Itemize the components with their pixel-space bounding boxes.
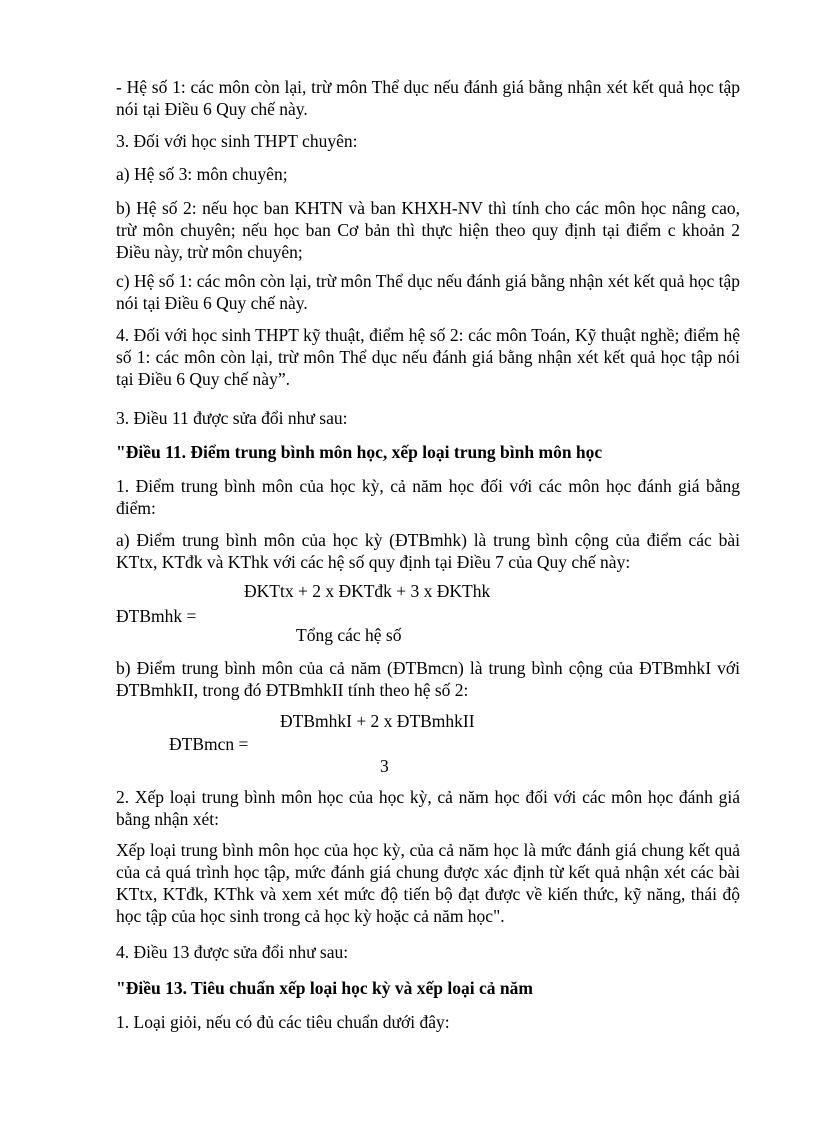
- heading-article-13: "Điều 13. Tiêu chuẩn xếp loại học kỳ và xếp loại cả năm: [116, 978, 533, 998]
- paragraph-classification-detail: Xếp loại trung bình môn học của học kỳ, của cả năm học là mức đánh giá chung kết quả của cả quá trình học tập, mức đánh giá chung được xác định từ kết quả nhận xét các bài KTtx, KTđk, KThk và xem xét mức độ tiến bộ đạt được về kiến thức, kỹ năng, thái độ học tập của học sinh trong cả học kỳ hoặc cả năm học".: [116, 840, 740, 926]
- paragraph-technical-students: 4. Đối với học sinh THPT kỹ thuật, điểm hệ số 2: các môn Toán, Kỹ thuật nghề; điểm hệ số 1: các môn còn lại, trừ môn Thể dục nếu đánh giá bằng nhận xét kết quả học tập nói tại Điều 6 Quy chế này”.: [116, 325, 740, 389]
- paragraph-semester-average: a) Điểm trung bình môn của học kỳ (ĐTBmhk) là trung bình cộng của điểm các bài KTtx, KTđk và KThk với các hệ số quy định tại Điều 7 của Quy chế này:: [116, 530, 740, 572]
- paragraph-coefficient-1-other: c) Hệ số 1: các môn còn lại, trừ môn Thể dục nếu đánh giá bằng nhận xét kết quả học tập nói tại Điều 6 Quy chế này.: [116, 271, 740, 313]
- paragraph-coefficient-2: b) Hệ số 2: nếu học ban KHTN và ban KHXH-NV thì tính cho các môn học nâng cao, trừ môn chuyên; nếu học ban Cơ bản thì thực hiện theo quy định tại điểm c khoản 2 Điều này, trừ môn chuyên;: [116, 198, 740, 262]
- paragraph-article-13-amendment: 4. Điều 13 được sửa đổi như sau:: [116, 942, 349, 962]
- paragraph-specialized-students: 3. Đối với học sinh THPT chuyên:: [116, 131, 358, 151]
- paragraph-classification-by-comment: 2. Xếp loại trung bình môn học của học kỳ, cả năm học đối với các môn học đánh giá bằng nhận xét:: [116, 787, 740, 829]
- paragraph-coefficient-3: a) Hệ số 3: môn chuyên;: [116, 164, 288, 184]
- paragraph-article-11-amendment: 3. Điều 11 được sửa đổi như sau:: [116, 408, 348, 428]
- paragraph-average-by-score: 1. Điểm trung bình môn của học kỳ, cả năm học đối với các môn học đánh giá bằng điểm:: [116, 476, 740, 518]
- formula-1-denominator: Tổng các hệ số: [296, 625, 402, 645]
- paragraph-excellent-criteria: 1. Loại giỏi, nếu có đủ các tiêu chuẩn dưới đây:: [116, 1012, 450, 1032]
- formula-2-denominator: 3: [380, 756, 389, 776]
- formula-2-lhs: ĐTBmcn =: [169, 734, 249, 754]
- paragraph-coefficient-1: - Hệ số 1: các môn còn lại, trừ môn Thể dục nếu đánh giá bằng nhận xét kết quả học tập nói tại Điều 6 Quy chế này.: [116, 77, 740, 119]
- formula-2-numerator: ĐTBmhkI + 2 x ĐTBmhkII: [280, 711, 475, 731]
- heading-article-11: "Điều 11. Điểm trung bình môn học, xếp loại trung bình môn học: [116, 442, 603, 462]
- paragraph-year-average: b) Điểm trung bình môn của cả năm (ĐTBmcn) là trung bình cộng của ĐTBmhkI với ĐTBmhkII, trong đó ĐTBmhkII tính theo hệ số 2:: [116, 658, 740, 700]
- formula-1-numerator: ĐKTtx + 2 x ĐKTđk + 3 x ĐKThk: [244, 581, 491, 601]
- formula-1-lhs: ĐTBmhk =: [116, 606, 197, 626]
